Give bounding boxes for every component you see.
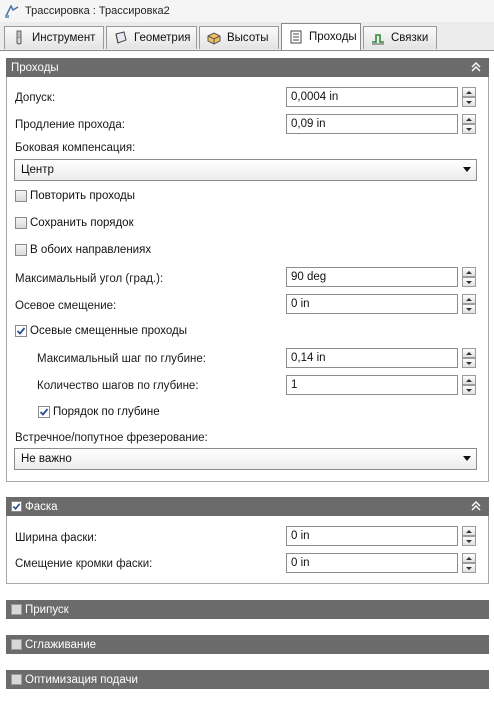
spin-up-icon[interactable] [462,294,476,304]
chamfer-tip-offset-label: Смещение кромки фаски: [15,558,153,570]
dropdown-arrow-icon [463,456,471,461]
repeat-passes-label: Повторить проходы [30,190,135,202]
checkbox-box[interactable] [15,217,27,229]
tab-geometry-label: Геометрия [134,32,191,44]
tab-heights-label: Высоты [227,32,269,44]
spin-down-icon[interactable] [462,124,476,134]
axial-offset-passes-label: Осевые смещенные проходы [30,325,188,337]
side-comp-label: Боковая компенсация: [15,142,136,154]
spin-up-icon[interactable] [462,375,476,385]
keep-order-checkbox[interactable] [15,217,134,229]
climb-value: Не важно [21,453,72,465]
order-by-depth-label: Порядок по глубине [53,406,160,418]
climb-select[interactable] [14,448,477,470]
chamfer-tip-offset-spinner[interactable] [286,553,476,573]
tab-geometry[interactable] [106,26,197,49]
spin-up-icon[interactable] [462,267,476,277]
max-angle-spinner[interactable] [286,267,476,287]
both-directions-checkbox[interactable] [15,244,151,256]
passes-section-title: Проходы [11,61,59,74]
side-comp-select[interactable] [14,159,477,181]
passes-section-header[interactable] [6,58,489,77]
heights-icon [206,30,222,46]
both-directions-label: В обоих направлениях [30,244,152,256]
stock-section-title: Припуск [25,603,69,616]
stock-enable-checkbox[interactable] [11,604,22,615]
spin-up-icon[interactable] [462,553,476,563]
max-stepdown-label: Максимальный шаг по глубине: [37,353,206,365]
checkbox-box[interactable] [15,190,27,202]
spin-down-icon[interactable] [462,304,476,314]
spin-down-icon[interactable] [462,385,476,395]
collapse-chevron-icon[interactable] [469,60,483,74]
spin-up-icon[interactable] [462,114,476,124]
spin-down-icon[interactable] [462,97,476,107]
geometry-icon [113,30,129,46]
chamfer-section-title: Фаска [25,500,58,513]
axial-offset-spinner[interactable] [286,294,476,314]
max-angle-label: Максимальный угол (град.): [15,273,164,285]
climb-label: Встречное/попутное фрезерование: [15,432,208,444]
step-count-spinner[interactable] [286,375,476,395]
stock-section-header[interactable] [6,600,489,619]
trace-icon [4,3,20,19]
chamfer-width-field[interactable]: 0 in [286,526,458,546]
max-angle-field[interactable]: 90 deg [286,267,458,287]
checkbox-checked[interactable] [15,325,27,337]
tab-tool-label: Инструмент [32,32,96,44]
chamfer-enable-checkbox[interactable] [11,501,22,512]
check-mark-icon [12,502,21,511]
chamfer-width-spinner[interactable] [286,526,476,546]
smoothing-section-header[interactable] [6,635,489,654]
step-count-field[interactable]: 1 [286,375,458,395]
smoothing-section-title: Сглаживание [25,638,97,651]
tab-heights[interactable] [199,26,279,49]
tool-icon [11,30,27,46]
check-mark-icon [16,326,26,336]
tolerance-label: Допуск: [15,92,56,104]
dropdown-arrow-icon [463,167,471,172]
spin-down-icon[interactable] [462,536,476,546]
feed-opt-section-title: Оптимизация подачи [25,673,138,686]
tolerance-field[interactable]: 0,0004 in [286,87,458,107]
tolerance-spinner[interactable] [286,87,476,107]
checkbox-checked[interactable] [38,406,50,418]
tab-tool[interactable] [4,26,104,49]
step-count-label: Количество шагов по глубине: [37,380,199,392]
feed-opt-enable-checkbox[interactable] [11,674,22,685]
tab-passes-label: Проходы [309,31,357,43]
repeat-passes-checkbox[interactable] [15,190,135,202]
side-comp-value: Центр [21,164,54,176]
axial-offset-field[interactable]: 0 in [286,294,458,314]
order-by-depth-checkbox[interactable] [38,406,160,418]
extension-spinner[interactable] [286,114,476,134]
keep-order-label: Сохранить порядок [30,217,134,229]
tab-passes[interactable] [281,23,361,50]
spin-up-icon[interactable] [462,526,476,536]
max-stepdown-spinner[interactable] [286,348,476,368]
spin-down-icon[interactable] [462,277,476,287]
spin-down-icon[interactable] [462,358,476,368]
spin-down-icon[interactable] [462,563,476,573]
chamfer-tip-offset-field[interactable]: 0 in [286,553,458,573]
tab-links-label: Связки [391,32,429,44]
smoothing-enable-checkbox[interactable] [11,639,22,650]
checkbox-box[interactable] [15,244,27,256]
tab-links[interactable] [363,26,437,49]
axial-offset-passes-checkbox[interactable] [15,325,187,337]
chamfer-width-label: Ширина фаски: [15,532,97,544]
feed-opt-section-header[interactable] [6,670,489,689]
spin-up-icon[interactable] [462,348,476,358]
axial-offset-label: Осевое смещение: [15,300,117,312]
extension-field[interactable]: 0,09 in [286,114,458,134]
chamfer-section-header[interactable] [6,497,489,516]
collapse-chevron-icon[interactable] [469,499,483,513]
window-title: Трассировка : Трассировка2 [25,5,170,17]
extension-label: Продление прохода: [15,119,125,131]
check-mark-icon [39,407,49,417]
spin-up-icon[interactable] [462,87,476,97]
title-bar [0,0,494,22]
passes-icon [288,29,304,45]
tab-strip [0,22,494,51]
links-icon [370,30,386,46]
max-stepdown-field[interactable]: 0,14 in [286,348,458,368]
